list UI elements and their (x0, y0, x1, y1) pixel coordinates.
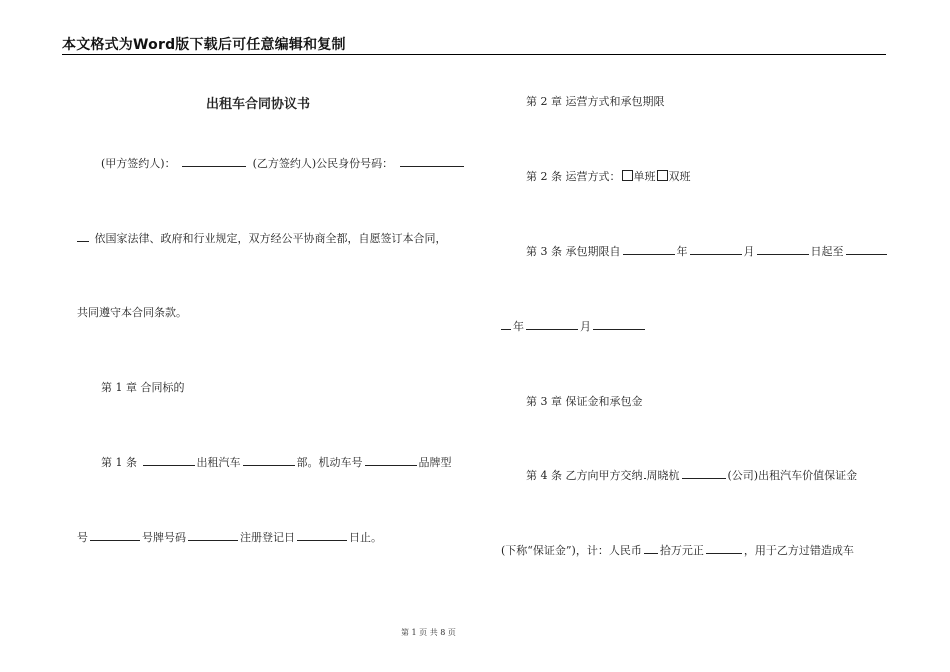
chapter-3-heading: 第 3 章 保证金和承包金 (526, 395, 643, 408)
article-4-text-b: (公司)出租汽车价值保证金 (727, 469, 858, 482)
end-year-blank (846, 243, 887, 255)
law-lead-blank (77, 230, 89, 242)
law-text: 依国家法律、政府和行业规定，双方经公平协商全都，自愿签订本合同， (94, 232, 447, 245)
article-1-blank-1 (143, 454, 195, 466)
article-2-label: 第 2 条 运营方式： (526, 170, 621, 183)
end-lead-blank (501, 318, 511, 330)
deposit-text-a: (下称“保证金”)，计：人民币 (501, 544, 642, 557)
article-3-cont-line (501, 318, 645, 334)
single-shift-label: 单班 (633, 170, 656, 183)
cont-text-c: 注册登记日 (240, 531, 295, 544)
single-shift-checkbox[interactable] (622, 170, 633, 181)
article-1-blank-2 (243, 454, 295, 466)
article-3-cont-b: 月 (580, 320, 591, 333)
party-a-blank (182, 155, 246, 167)
register-date-blank (297, 529, 347, 541)
article-4-line (526, 467, 857, 483)
plate-blank (188, 529, 238, 541)
cont-text-d: 日止。 (349, 531, 382, 544)
party-b-id-blank (400, 155, 464, 167)
header-divider (62, 54, 886, 55)
deposit-text-b: 拾万元正 (659, 544, 704, 557)
article-1-line (101, 454, 452, 470)
article-1-label: 第 1 条 (101, 456, 137, 469)
start-year-blank (623, 243, 675, 255)
party-a-label: (甲方签约人)： (101, 157, 176, 170)
start-day-blank (757, 243, 809, 255)
chapter-1-heading: 第 1 章 合同标的 (101, 381, 185, 394)
deposit-tail-blank (706, 542, 742, 554)
article-4-short-blank (644, 467, 646, 479)
article-1-text-b: 出租汽车 (196, 456, 241, 469)
article-3-cont-a: 年 (513, 320, 524, 333)
end-month-blank (526, 318, 578, 330)
deposit-line (501, 542, 854, 558)
article-3-line (526, 243, 887, 259)
article-1-text-d: 品牌型 (418, 456, 452, 469)
article-4-name: 周晓杭 (646, 469, 680, 482)
deposit-amount-blank (644, 542, 658, 554)
article-3-text-b: 年 (676, 245, 688, 258)
end-day-blank (593, 318, 645, 330)
abide-text: 共同遵守本合同条款。 (77, 306, 187, 319)
page-number: 第 1 页 共 8 页 (401, 628, 456, 637)
cont-text-b: 号牌号码 (142, 531, 186, 544)
law-line (77, 230, 447, 246)
document-title: 出租车合同协议书 (206, 97, 311, 112)
double-shift-label: 双班 (668, 170, 691, 183)
model-blank (90, 529, 140, 541)
article-3-text-d: 日起至 (810, 245, 844, 258)
article-3-text-a: 第 3 条 承包期限自 (526, 245, 621, 258)
deposit-text-c: ，用于乙方过错造成车 (743, 544, 854, 557)
article-1-blank-3 (365, 454, 417, 466)
article-2-line (526, 168, 691, 184)
parties-line (101, 155, 464, 171)
article-3-text-c: 月 (743, 245, 755, 258)
party-b-label: (乙方签约人)公民身份号码： (252, 157, 394, 170)
cont-text-a: 号 (77, 531, 88, 544)
chapter-2-heading: 第 2 章 运营方式和承包期限 (526, 95, 665, 108)
article-4-text-a: 第 4 条 乙方向甲方交纳 (526, 469, 643, 482)
article-1-text-c: 部。机动车号 (296, 456, 363, 469)
start-month-blank (690, 243, 742, 255)
page-header: 本文格式为Word版下载后可任意编辑和复制 (62, 37, 346, 53)
article-1-cont-line (77, 529, 382, 545)
double-shift-checkbox[interactable] (657, 170, 668, 181)
article-4-company-blank (682, 467, 726, 479)
